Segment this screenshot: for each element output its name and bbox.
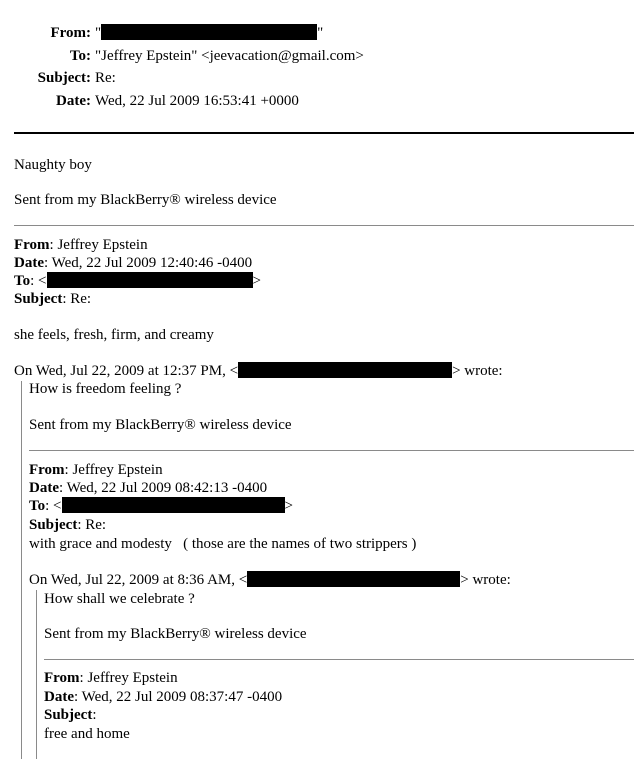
quote1-signature: Sent from my BlackBerry® wireless device	[29, 417, 292, 433]
quote-bar-level2	[36, 590, 37, 759]
reply1-to: To: < >	[14, 273, 261, 289]
reply1-text: she feels, fresh, firm, and creamy	[14, 327, 214, 343]
header-divider	[14, 132, 634, 134]
header-to-value: "Jeffrey Epstein" <jeevacation@gmail.com>	[95, 48, 364, 64]
header-subject-label: Subject:	[37, 70, 91, 86]
reply1-wrote-line: On Wed, Jul 22, 2009 at 12:37 PM, < > wrote:	[14, 363, 503, 379]
reply2-subject: Subject: Re:	[29, 517, 107, 533]
reply2-from: From: Jeffrey Epstein	[29, 462, 163, 478]
message-text: Naughty boy	[14, 157, 92, 173]
quote2-signature: Sent from my BlackBerry® wireless device	[44, 626, 307, 642]
redaction-box	[247, 571, 460, 587]
reply3-date: Date: Wed, 22 Jul 2009 08:37:47 -0400	[44, 689, 283, 705]
reply1-from: From: Jeffrey Epstein	[14, 237, 148, 253]
redaction-box	[238, 362, 452, 378]
reply2-to: To: < >	[29, 498, 293, 514]
reply2-wrote-line: On Wed, Jul 22, 2009 at 8:36 AM, < > wrote:	[29, 572, 511, 588]
reply2-text: with grace and modesty ( those are the names of two strippers )	[29, 536, 417, 552]
reply-divider	[14, 225, 634, 226]
reply2-date: Date: Wed, 22 Jul 2009 08:42:13 -0400	[29, 480, 268, 496]
header-to-label: To:	[69, 48, 91, 64]
header-from-label: From:	[50, 25, 91, 41]
quote1-text: How is freedom feeling ?	[29, 381, 182, 397]
quote-bar-level1	[21, 381, 22, 759]
redaction-box	[101, 24, 317, 40]
reply3-text: free and home	[44, 726, 130, 742]
reply3-subject: Subject:	[44, 707, 97, 723]
header-date-value: Wed, 22 Jul 2009 16:53:41 +0000	[95, 93, 299, 109]
reply3-from: From: Jeffrey Epstein	[44, 670, 178, 686]
redaction-box	[62, 497, 285, 513]
header-from-value: " "	[95, 25, 324, 41]
redaction-box	[47, 272, 253, 288]
header-date-label: Date:	[56, 93, 91, 109]
reply1-subject: Subject: Re:	[14, 291, 92, 307]
quote1-divider	[29, 450, 634, 451]
header-subject-value: Re:	[95, 70, 116, 86]
reply1-date: Date: Wed, 22 Jul 2009 12:40:46 -0400	[14, 255, 253, 271]
message-signature: Sent from my BlackBerry® wireless device	[14, 192, 277, 208]
quote2-text: How shall we celebrate ?	[44, 591, 195, 607]
quote2-divider	[44, 659, 634, 660]
